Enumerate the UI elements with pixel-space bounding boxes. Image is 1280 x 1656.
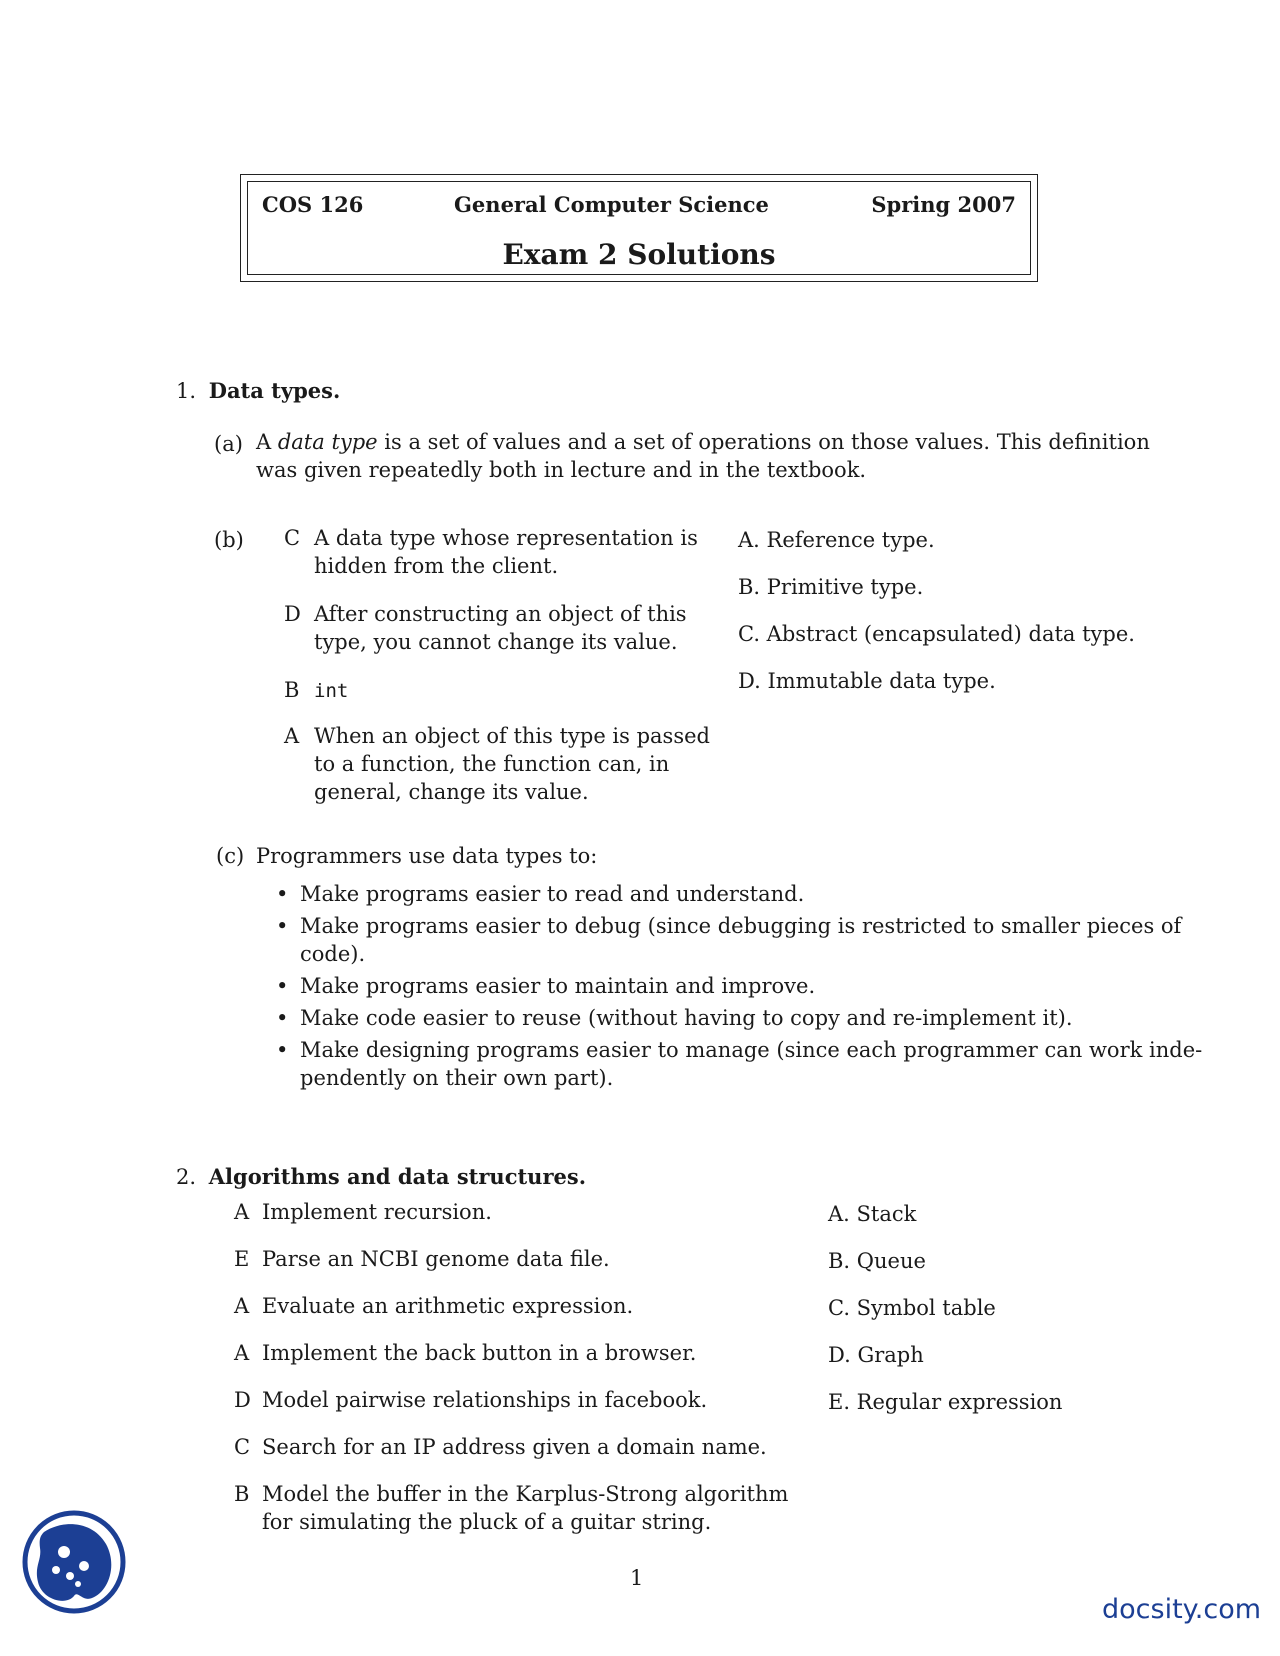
q1b-answer-letter: A bbox=[284, 724, 300, 748]
bullet-dot: • bbox=[276, 974, 289, 998]
bullet-item bbox=[276, 880, 1126, 908]
q2-answer-letter: A bbox=[234, 1294, 250, 1318]
q2-option-b: B. Queue bbox=[828, 1249, 926, 1273]
q2-answer-letter: A bbox=[234, 1341, 250, 1365]
q2-answer-letter: B bbox=[234, 1482, 250, 1506]
q1b-answer-letter: C bbox=[284, 526, 301, 550]
q1c-intro: Programmers use data types to: bbox=[256, 844, 598, 868]
q1a-text-post: is a set of values and a set of operations on those values. This definition bbox=[377, 430, 1150, 454]
q2-answer-letter: E bbox=[234, 1247, 250, 1271]
q1b-option-d: D. Immutable data type. bbox=[738, 669, 996, 693]
q1b-option-c: C. Abstract (encapsulated) data type. bbox=[738, 622, 1135, 646]
q2-answer-text: Model pairwise relationships in facebook. bbox=[262, 1388, 708, 1412]
q2-answer-row bbox=[234, 1480, 794, 1536]
q1b-option-a: A. Reference type. bbox=[738, 528, 935, 552]
q2-number: 2. bbox=[176, 1165, 197, 1189]
q1c-label: (c) bbox=[216, 844, 245, 868]
q2-answer-text: Parse an NCBI genome data file. bbox=[262, 1247, 610, 1271]
q2-answer-row bbox=[234, 1386, 794, 1414]
q1b-answer-3 bbox=[284, 722, 710, 806]
q1b-label: (b) bbox=[214, 528, 244, 552]
docsity-logo-icon-graphic bbox=[22, 1510, 126, 1614]
q1-number: 1. bbox=[176, 379, 197, 403]
q2-answer-row bbox=[234, 1292, 794, 1320]
q2-option-a: A. Stack bbox=[828, 1202, 917, 1226]
q2-heading bbox=[176, 1164, 586, 1189]
q1-title: Data types. bbox=[208, 378, 341, 403]
bullet-item bbox=[276, 1036, 1203, 1092]
q2-answer-text: Implement the back button in a browser. bbox=[262, 1341, 697, 1365]
q2-answer-row bbox=[234, 1198, 794, 1226]
course-code: COS 126 bbox=[262, 192, 364, 217]
q2-answer-row bbox=[234, 1433, 794, 1461]
q2-answer-text: Model the buffer in the Karplus-Strong algorithm bbox=[262, 1482, 789, 1506]
bullet-text: Make programs easier to read and understand. bbox=[300, 882, 805, 906]
q1b-answer-letter: D bbox=[284, 602, 301, 626]
q2-answer-letter: A bbox=[234, 1200, 250, 1224]
bullet-text: Make code easier to reuse (without having to copy and re-implement it). bbox=[300, 1006, 1073, 1030]
q1b-option-b: B. Primitive type. bbox=[738, 575, 924, 599]
q2-answer-list bbox=[234, 1198, 794, 1555]
q2-answer-text: for simulating the pluck of a guitar string. bbox=[262, 1510, 712, 1534]
docsity-brand-link[interactable]: docsity.com bbox=[1102, 1594, 1262, 1625]
bullet-text: pendently on their own part). bbox=[300, 1066, 614, 1090]
q2-option-d: D. Graph bbox=[828, 1343, 924, 1367]
q2-answer-letter: D bbox=[234, 1388, 251, 1412]
q1b-answer-text: When an object of this type is passed bbox=[314, 724, 710, 748]
bullet-text: Make programs easier to debug (since debugging is restricted to smaller pieces of bbox=[300, 914, 1182, 938]
q1a-line-1 bbox=[256, 428, 1150, 456]
q1b-answer-text: After constructing an object of this bbox=[314, 602, 687, 626]
page-number: 1 bbox=[630, 1566, 644, 1590]
exam-header-inner-frame bbox=[247, 181, 1031, 275]
bullet-text: Make programs easier to maintain and improve. bbox=[300, 974, 816, 998]
q1b-answer-text: hidden from the client. bbox=[314, 554, 559, 578]
bullet-item bbox=[276, 972, 1126, 1000]
q1a-label: (a) bbox=[214, 432, 243, 456]
course-subject: General Computer Science bbox=[454, 192, 769, 217]
q1b-answer-text: A data type whose representation is bbox=[314, 526, 698, 550]
q1a-text bbox=[256, 428, 1150, 484]
course-term: Spring 2007 bbox=[871, 192, 1016, 217]
q2-answer-text: Search for an IP address given a domain name. bbox=[262, 1435, 767, 1459]
bullet-dot: • bbox=[276, 882, 289, 906]
bullet-dot: • bbox=[276, 1038, 289, 1062]
q1b-answer-text: general, change its value. bbox=[314, 780, 589, 804]
q2-answer-row bbox=[234, 1339, 794, 1367]
bullet-dot: • bbox=[276, 914, 289, 938]
q2-option-e: E. Regular expression bbox=[828, 1390, 1063, 1414]
q1b-answer-2 bbox=[284, 676, 684, 705]
q2-answer-row bbox=[234, 1245, 794, 1273]
q2-answer-letter: C bbox=[234, 1435, 251, 1459]
q1a-line-2: was given repeatedly both in lecture and in the textbook. bbox=[256, 458, 867, 482]
bullet-item bbox=[276, 1004, 1126, 1032]
q1c-bullet-list bbox=[276, 880, 1203, 1096]
bullet-text: Make designing programs easier to manage (since each programmer can work inde- bbox=[300, 1038, 1203, 1062]
q2-answer-text: Implement recursion. bbox=[262, 1200, 492, 1224]
q1-heading bbox=[176, 378, 340, 403]
docsity-logo-icon[interactable] bbox=[22, 1510, 126, 1614]
exam-header-box bbox=[240, 174, 1038, 282]
exam-title: Exam 2 Solutions bbox=[502, 238, 776, 271]
q2-answer-text: Evaluate an arithmetic expression. bbox=[262, 1294, 634, 1318]
q2-title: Algorithms and data structures. bbox=[208, 1164, 587, 1189]
q1b-answer-1 bbox=[284, 600, 687, 656]
q1b-answer-text: to a function, the function can, in bbox=[314, 752, 670, 776]
q1b-answer-text: type, you cannot change its value. bbox=[314, 630, 678, 654]
bullet-dot: • bbox=[276, 1006, 289, 1030]
q1a-emphasis: data type bbox=[277, 430, 378, 454]
q1b-answer-0 bbox=[284, 524, 698, 580]
bullet-text: code). bbox=[300, 942, 366, 966]
bullet-item bbox=[276, 912, 1182, 968]
q1b-answer-code: int bbox=[314, 680, 349, 702]
q2-option-c: C. Symbol table bbox=[828, 1296, 996, 1320]
q1b-answer-letter: B bbox=[284, 678, 300, 702]
q1a-text-pre: A bbox=[256, 430, 278, 454]
